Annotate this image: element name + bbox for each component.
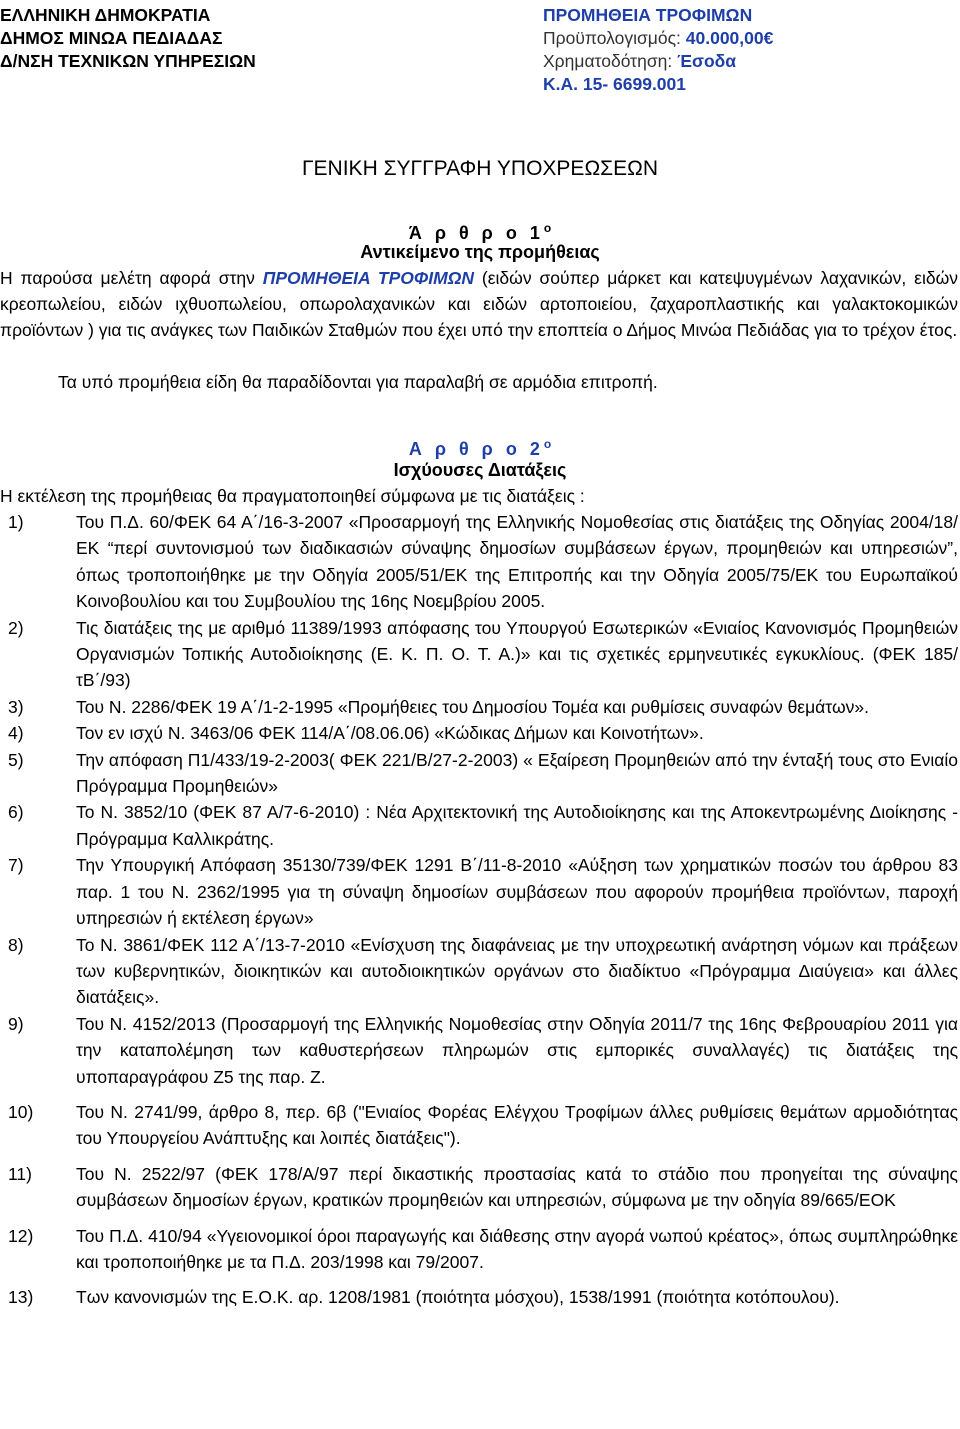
list-item: 2) Τις διατάξεις της με αριθμό 11389/1993 απόφασης του Υπουργού Εσωτερικών «Ενιαίος Κανονισμός Προμηθειών Οργανισμών Τοπικής Αυτοδιοίκησης (Ε. Κ. Π. Ο. Τ. Α.)» και τις σχετικές ερμηνευτικές εγκυκλίους. (ΦΕΚ 185/τΒ΄/93) xyxy=(8,617,958,691)
provisions-list xyxy=(0,509,958,1311)
list-item: 8) Το Ν. 3861/ΦΕΚ 112 Α΄/13-7-2010 «Ενίσχυση της διαφάνειας με την υποχρεωτική ανάρτηση νόμων και πράξεων των κυβερνητικών, διοικητικών και αυτοδιοικητικών οργάνων στο διαδίκτυο «Πρόγραμμα Διαύγεια» και άλλες διατάξεις». xyxy=(8,934,958,1008)
list-item: 6) Το Ν. 3852/10 (ΦΕΚ 87 Α/7-6-2010) : Νέα Αρχιτεκτονική της Αυτοδιοίκησης και της Αποκεντρωμένης Διοίκησης - Πρόγραμμα Καλλικράτης. xyxy=(8,802,958,849)
project-info-block xyxy=(543,4,773,96)
list-item: 13) Των κανονισμών της Ε.Ο.Κ. αρ. 1208/1981 (ποιότητα μόσχου), 1538/1991 (ποιότητα κοτόπουλου). xyxy=(8,1287,840,1308)
budget-line xyxy=(543,27,773,50)
list-item: 12) Του Π.Δ. 410/94 «Υγειονομικοί όροι παραγωγής και διάθεσης στην αγορά νωπού κρέατος», όπως συμπληρώθηκε και τροποποιήθηκε με τα Π.Δ. 203/1998 και 79/2007. xyxy=(8,1225,958,1272)
list-item: 10) Του Ν. 2741/99, άρθρο 8, περ. 6β ("Ενιαίος Φορέας Ελέγχου Τροφίμων άλλες ρυθμίσεις θεμάτων αρμοδιότητας του Υπουργείου Ανάπτυξης και λοιπές διατάξεις"). xyxy=(8,1101,958,1149)
document-title: ΓΕΝΙΚΗ ΣΥΓΓΡΑΦΗ ΥΠΟΧΡΕΩΣΕΩΝ xyxy=(301,157,658,180)
list-item: 11) Του Ν. 2522/97 (ΦΕΚ 178/Α/97 περί δικαστικής προστασίας κατά το στάδιο που προηγείται της σύναψης συμβάσεων δημοσίων έργων, κρατικών προμηθειών και υπηρεσιών, σύμφωνα με την οδηγία 89/665/ΕΟΚ xyxy=(8,1163,958,1211)
list-spacer xyxy=(0,1090,958,1099)
article-2-heading: Α ρ θ ρ ο $2^o$ xyxy=(408,437,552,459)
list-spacer xyxy=(0,1152,958,1161)
funding-value: Έσοδα xyxy=(677,51,737,71)
emphasized-subject: ΠΡΟΜΗΘΕΙΑ ΤΡΟΦΙΜΩΝ xyxy=(262,268,474,288)
list-item: 7) Την Υπουργική Απόφαση 35130/739/ΦΕΚ 1291 Β΄/11-8-2010 «Αύξηση των χρηματικών ποσών του άρθρου 83 παρ. 1 του Ν. 2362/1995 για τη σύναψη δημοσίων συμβάσεων που αφορούν προμήθεια προϊόντων, παροχή υπηρεσιών ή εκτέλεση έργων» xyxy=(8,855,958,929)
list-item: 1) Του Π.Δ. 60/ΦΕΚ 64 Α΄/16-3-2007 «Προσαρμογή της Ελληνικής Νομοθεσίας στις διατάξεις της Οδηγίας 2004/18/ΕΚ “περί συντονισμού των διαδικασιών σύναψης δημοσίων συμβάσεων έργων, προμηθειών και υπηρεσιών”, όπως τροποποιήθηκε με την Οδηγία 2005/51/ΕΚ της Επιτροπής και την Οδηγία 2005/75/ΕΚ του Ευρωπαϊκού Κοινοβουλίου και του Συμβουλίου της 16ης Νοεμβρίου 2005. xyxy=(8,512,958,612)
budget-value: 40.000,00€ xyxy=(685,28,774,48)
funding-line xyxy=(543,50,773,73)
budget-label: Προϋπολογισμός: xyxy=(543,28,686,48)
list-item: 3) Του Ν. 2286/ΦΕΚ 19 Α΄/1-2-1995 «Προμήθειες του Δημοσίου Τομέα και ρυθμίσεις συναφών θεμάτων». xyxy=(8,696,869,717)
article-1-body: Η παρούσα μελέτη αφορά στην ΠΡΟΜΗΘΕΙΑ ΤΡΟΦΙΜΩΝ (ειδών σούπερ μάρκετ και κατεψυγμένων λαχανικών, ειδών κρεοπωλείου, ειδών ιχθυοπωλείου, οπωρολαχανικών και ειδών αρτοποιείου, ζαχαροπλαστικής και γαλακτοκομικών προϊόντων ) για τις ανάγκες των Παιδικών Σταθμών που έχει υπό την εποπτεία ο Δήμος Μινώα Πεδιάδας για το τρέχον έτος. xyxy=(0,268,958,340)
delivery-note: Τα υπό προμήθεια είδη θα παραδίδονται για παραλαβή σε αρμόδια επιτροπή. xyxy=(58,372,658,392)
article-1-subtitle: Αντικείμενο της προμήθειας xyxy=(360,242,600,262)
issuer-line: ΔΗΜΟΣ ΜΙΝΩΑ ΠΕΔΙΑΔΑΣ xyxy=(0,28,223,48)
article-2-intro: Η εκτέλεση της προμήθειας θα πραγματοποιηθεί σύμφωνα με τις διατάξεις : xyxy=(0,486,585,506)
issuer-line: ΕΛΛΗΝΙΚΗ ΔΗΜΟΚΡΑΤΙΑ xyxy=(0,5,211,25)
funding-label: Χρηματοδότηση: xyxy=(543,51,678,71)
list-spacer xyxy=(0,1275,958,1284)
list-spacer xyxy=(0,1214,958,1223)
list-item: 9) Του Ν. 4152/2013 (Προσαρμογή της Ελληνικής Νομοθεσίας στην Οδηγία 2011/7 της 16ης Φεβρουαρίου 2011 για την καταπολέμηση των καθυστερήσεων πληρωμών στις εμπορικές συναλλαγές) τις διατάξεις της υποπαραγράφου Ζ5 της παρ. Ζ. xyxy=(8,1013,958,1087)
article-1-heading: Ά ρ θ ρ ο $1^o$ xyxy=(408,221,552,243)
project-title: ΠΡΟΜΗΘΕΙΑ ΤΡΟΦΙΜΩΝ xyxy=(543,5,753,25)
list-item: 5) Την απόφαση Π1/433/19-2-2003( ΦΕΚ 221/Β/27-2-2003) « Εξαίρεση Προμηθειών από την ένταξή τους στο Ενιαίο Πρόγραμμα Προμηθειών» xyxy=(8,749,958,797)
list-item: 4) Τον εν ισχύ Ν. 3463/06 ΦΕΚ 114/Α΄/08.06.06) «Κώδικας Δήμων και Κοινοτήτων». xyxy=(8,723,704,744)
issuer-line: Δ/ΝΣΗ ΤΕΧΝΙΚΩΝ ΥΠΗΡΕΣΙΩΝ xyxy=(0,51,256,71)
article-2-subtitle: Ισχύουσες Διατάξεις xyxy=(393,460,567,480)
budget-code: Κ.Α. 15- 6699.001 xyxy=(543,74,687,94)
issuer-block xyxy=(0,4,256,73)
